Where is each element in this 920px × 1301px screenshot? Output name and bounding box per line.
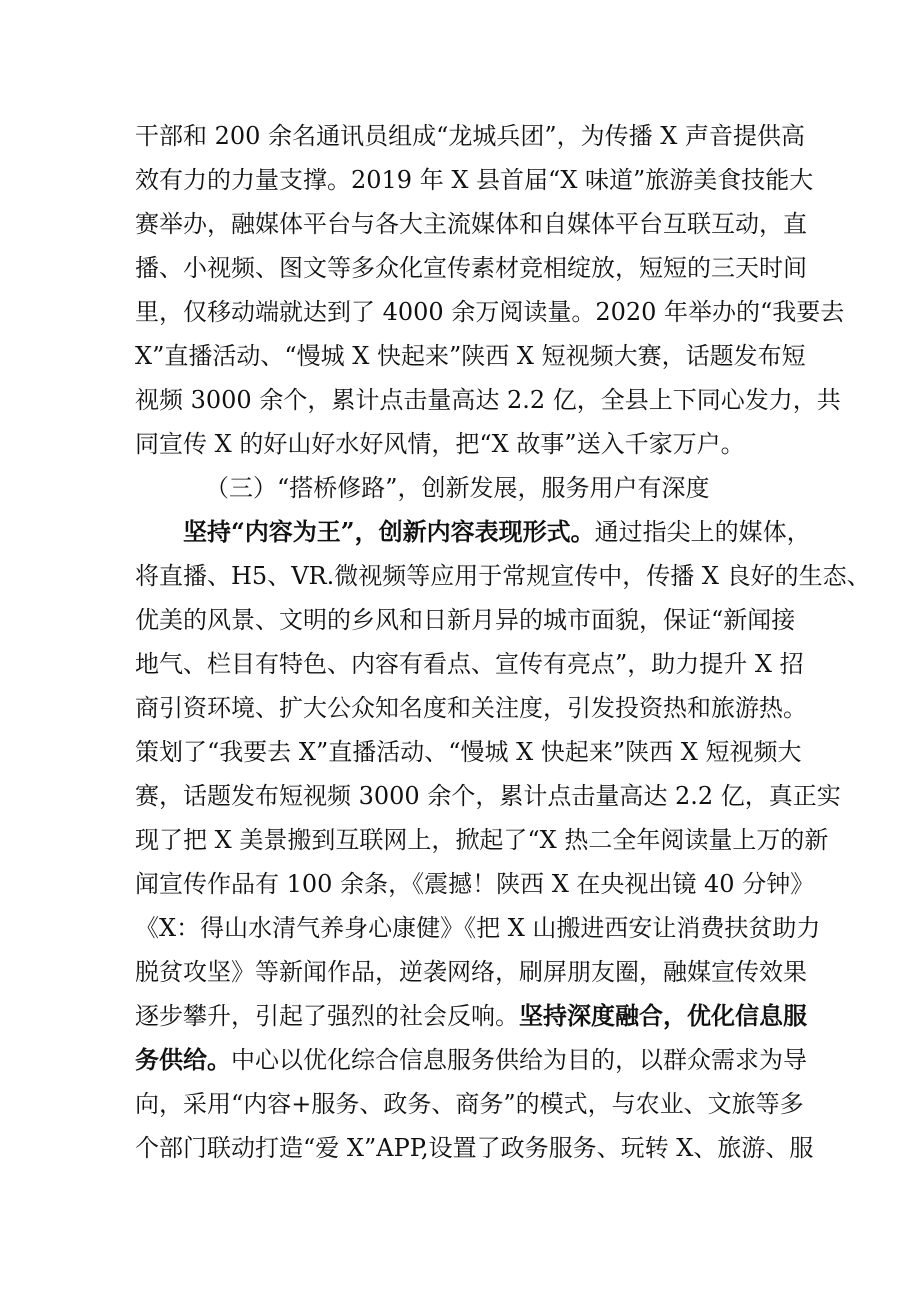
paragraph-line: 将直播、H5、VR.微视频等应用于常规宣传中，传播 X 良好的生态、 (135, 562, 871, 590)
paragraph-line (183, 514, 811, 550)
paragraph-line: 现了把 X 美景搬到互联网上，掀起了“X 热二全年阅读量上万的新 (135, 826, 829, 854)
section-heading: （三）“搭桥修路”，创新发展，服务用户有深度 (205, 474, 710, 502)
paragraph-line: 播、小视频、图文等多众化宣传素材竞相绽放，短短的三天时间 (135, 254, 807, 282)
paragraph-line: 效有力的力量支撑。2019 年 X 县首届“X 味道”旅游美食技能大 (135, 166, 814, 194)
paragraph-line: 里，仅移动端就达到了 4000 余万阅读量。2020 年举办的“我要去 (135, 298, 845, 326)
paragraph-line: 向，采用“内容+服务、政务、商务”的模式，与农业、文旅等多 (135, 1090, 804, 1118)
paragraph-line (135, 1042, 807, 1078)
paragraph-line: 优美的风景、文明的乡风和日新月异的城市面貌，保证“新闻接 (135, 606, 796, 634)
paragraph-line: 脱贫攻坚》等新闻作品，逆袭网络，刷屏朋友圈，融媒宣传效果 (135, 958, 807, 986)
bold-lead: 坚持深度融合，优化信息服 (519, 1001, 807, 1030)
paragraph-line: X”直播活动、“慢城 X 快起来”陕西 X 短视频大赛，话题发布短 (135, 342, 806, 370)
paragraph-line (135, 998, 807, 1034)
paragraph-line: 干部和 200 余名通讯员组成“龙城兵团”，为传播 X 声音提供高 (135, 122, 805, 150)
paragraph-line: 赛，话题发布短视频 3000 余个，累计点击量高达 2.2 亿，真正实 (135, 782, 841, 810)
paragraph-line: 同宣传 X 的好山好水好风情，把“X 故事”送入千家万户。 (135, 430, 745, 458)
paragraph-line: 赛举办，融媒体平台与各大主流媒体和自媒体平台互联互动，直 (135, 210, 807, 238)
paragraph-line: 视频 3000 余个，累计点击量高达 2.2 亿，全县上下同心发力，共 (135, 386, 841, 414)
line-text: 逐步攀升，引起了强烈的社会反响。 (135, 1002, 519, 1030)
paragraph-line: 《X：得山水清气养身心康健》《把 X 山搬进西安让消费扶贫助力 (135, 914, 821, 942)
paragraph-line: 地气、栏目有特色、内容有看点、宣传有亮点”，助力提升 X 招 (135, 650, 804, 678)
paragraph-line: 闻宣传作品有 100 余条，《震撼！陕西 X 在央视出镜 40 分钟》 (135, 870, 815, 898)
paragraph-line: 个部门联动打造“爱 X”APP,设置了政务服务、玩转 X、旅游、服 (135, 1134, 814, 1162)
paragraph-line: 商引资环境、扩大公众知名度和关注度，引发投资热和旅游热。 (135, 694, 807, 722)
bold-lead: 坚持“内容为王”，创新内容表现形式。 (183, 517, 595, 546)
paragraph-line: 策划了“我要去 X”直播活动、“慢城 X 快起来”陕西 X 短视频大 (135, 738, 802, 766)
line-text: 通过指尖上的媒体， (594, 518, 811, 546)
bold-lead: 务供给。 (135, 1045, 231, 1074)
line-text: 中心以优化综合信息服务供给为目的，以群众需求为导 (231, 1046, 807, 1074)
